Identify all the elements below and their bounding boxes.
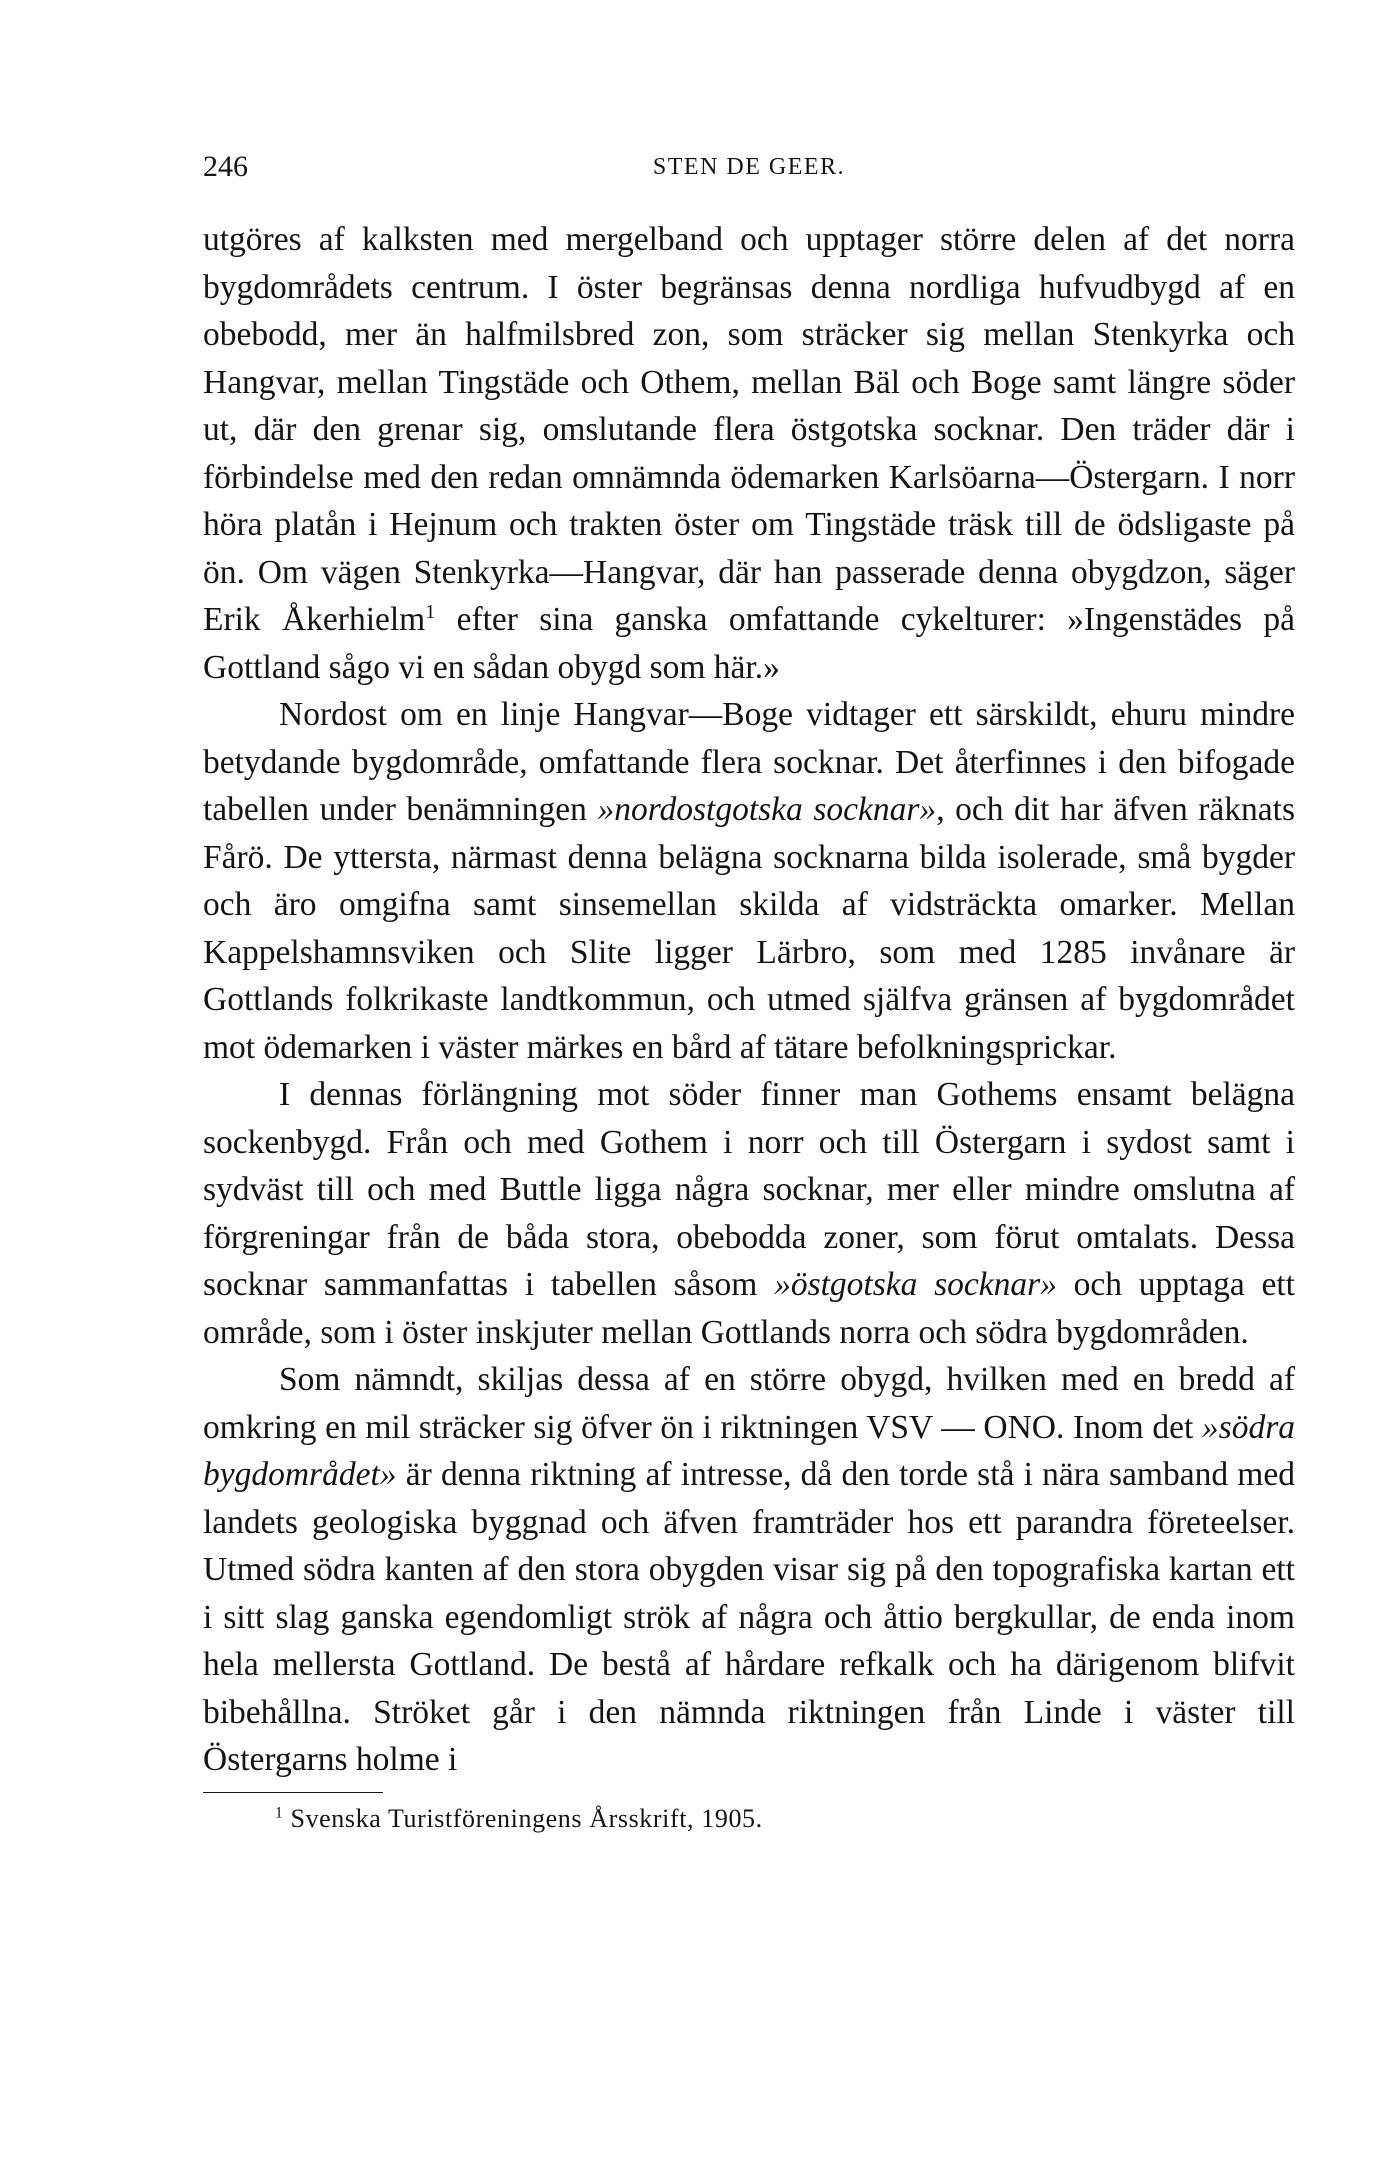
running-title: STEN DE GEER.: [652, 154, 846, 180]
text-segment: utgöres af kalksten med mergelband och upptager större delen af det norra bygdområdets centrum. I öster begränsas denna nordliga hufvudbygd af en obebodd, mer än halfmilsbred zon, som sträcker sig mellan Stenkyrka och Hangvar, mellan Tingstäde och Othem, mellan Bäl och Boge samt längre söder ut, där den grenar sig, omslutande flera östgotska socknar. Den träder där i förbindelse med den redan omnämnda ödemarken Karlsöarna—Östergarn. I norr höra platån i Hejnum och trakten öster om Tingstäde träsk till de ödsligaste på ön. Om vägen Stenkyrka—Hangvar, där han passerade denna obygdzon, säger Erik Åkerhielm: [203, 221, 1295, 638]
text-segment: och upptaga ett område, som i öster inskjuter mellan Gottlands norra och södra bygdområden.: [203, 1266, 1295, 1351]
page-number: 246: [203, 150, 248, 183]
text-segment: efter sina ganska omfattande cykelturer: »Ingenstädes på Gottland sågo vi en sådan obygd som här.»: [203, 601, 1295, 686]
body-text: [203, 216, 1295, 1784]
text-segment: , och dit har äfven räknats Fårö. De yttersta, närmast denna belägna socknarna bilda isolerade, små bygder och äro omgifna samt sinsemellan skilda af vidsträckta omarker. Mellan Kappelshamnsviken och Slite ligger Lärbro, som med 1285 invånare är Gottlands folkrikaste landtkommun, och utmed själfva gränsen af bygdområdet mot ödemarken i väster märkes en bård af tätare befolkningsprickar.: [203, 791, 1295, 1066]
paragraph: [203, 1071, 1295, 1356]
book-page: [203, 150, 1295, 1835]
text-segment: Nordost om en linje Hangvar—Boge vidtager ett särskildt, ehuru mindre betydande bygdområde, omfattande flera socknar. Det återfinnes i den bifogade tabellen under benämningen: [203, 696, 1295, 828]
footnote-rule: [203, 1792, 383, 1793]
paragraph: [203, 1356, 1295, 1784]
paragraph: [203, 691, 1295, 1071]
text-segment: I dennas förlängning mot söder finner man Gothems ensamt belägna sockenbygd. Från och med Gothem i norr och till Östergarn i sydost samt i sydväst till och med Buttle ligga några socknar, mer eller mindre omslutna af förgreningar från de båda stora, obebodda zoner, som förut omtalats. Dessa socknar sammanfattas i tabellen såsom: [203, 1076, 1295, 1303]
text-segment: Som nämndt, skiljas dessa af en större obygd, hvilken med en bredd af omkring en mil sträcker sig öfver ön i riktningen VSV — ONO. Inom det: [203, 1361, 1295, 1446]
paragraph: [203, 216, 1295, 691]
footnote-reference: 1: [425, 600, 436, 623]
footnote: [203, 1803, 1295, 1835]
footnote-text: Svenska Turistföreningens Årsskrift, 1905.: [283, 1803, 763, 1833]
footnote-marker: 1: [275, 1803, 284, 1821]
italic-term: »östgotska socknar»: [774, 1266, 1057, 1303]
running-head: [203, 150, 1295, 190]
italic-term: »södra bygdområdet»: [203, 1408, 1295, 1493]
text-segment: är denna riktning af intresse, då den torde stå i nära samband med landets geologiska byggnad och äfven framträder hos ett parandra företeelser. Utmed södra kanten af den stora obygden visar sig på den topografiska kartan ett i sitt slag ganska egendomligt strök af några och åttio bergkullar, de enda inom hela mellersta Gottland. De bestå af hårdare refkalk och ha därigenom blifvit bibehållna. Ströket går i den nämnda riktningen från Linde i väster till Östergarns holme i: [203, 1456, 1295, 1778]
italic-term: »nordostgotska socknar»: [597, 791, 937, 828]
